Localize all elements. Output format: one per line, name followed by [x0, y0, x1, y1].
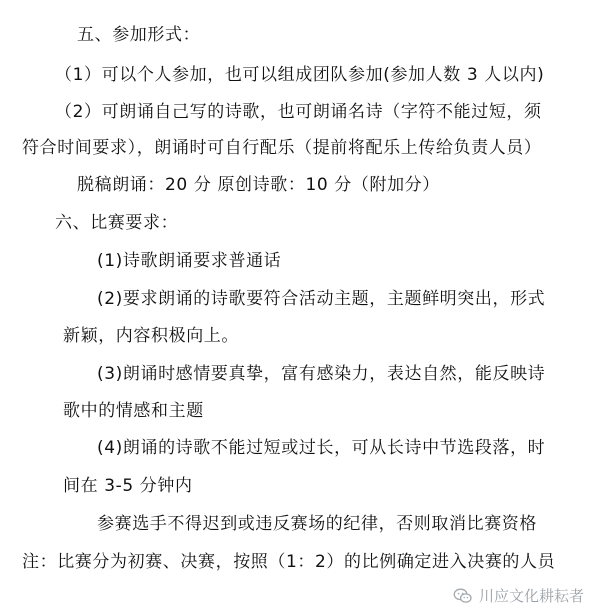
- participation-item-2-line-2: 符合时间要求），朗诵时可自行配乐（提前将配乐上传给负责人员）: [22, 138, 542, 158]
- section-six-heading: 六、比赛要求：: [55, 213, 179, 233]
- requirement-4-line-2: 间在 3-5 分钟内: [63, 476, 193, 496]
- watermark-text: 川应文化耕耘者: [478, 587, 584, 605]
- requirement-4-line-1: (4)朗诵的诗歌不能过短或过长，可从长诗中节选段落，时: [97, 438, 546, 458]
- competition-note: 注：比赛分为初赛、决赛，按照（1：2）的比例确定进入决赛的人员: [22, 552, 556, 572]
- wechat-icon: [453, 588, 473, 604]
- scoring-line: 脱稿朗诵：20 分 原创诗歌：10 分（附加分）: [77, 175, 440, 195]
- participation-item-2-line-1: （2）可朗诵自己写的诗歌，也可朗诵名诗（字符不能过短，须: [55, 102, 542, 122]
- requirement-1: (1)诗歌朗诵要求普通话: [97, 251, 282, 271]
- participation-item-1: （1）可以个人参加，也可以组成团队参加(参加人数 3 人以内): [55, 65, 545, 85]
- requirement-3-line-2: 歌中的情感和主题: [63, 401, 204, 421]
- requirement-2-line-1: (2)要求朗诵的诗歌要符合活动主题，主题鲜明突出，形式: [97, 289, 546, 309]
- section-five-heading: 五、参加形式：: [77, 25, 201, 45]
- discipline-rule: 参赛选手不得迟到或违反赛场的纪律，否则取消比赛资格: [97, 514, 537, 534]
- requirement-3-line-1: (3)朗诵时感情要真挚，富有感染力，表达自然，能反映诗: [97, 364, 546, 384]
- requirement-2-line-2: 新颖，内容积极向上。: [63, 326, 239, 346]
- watermark: [453, 587, 584, 605]
